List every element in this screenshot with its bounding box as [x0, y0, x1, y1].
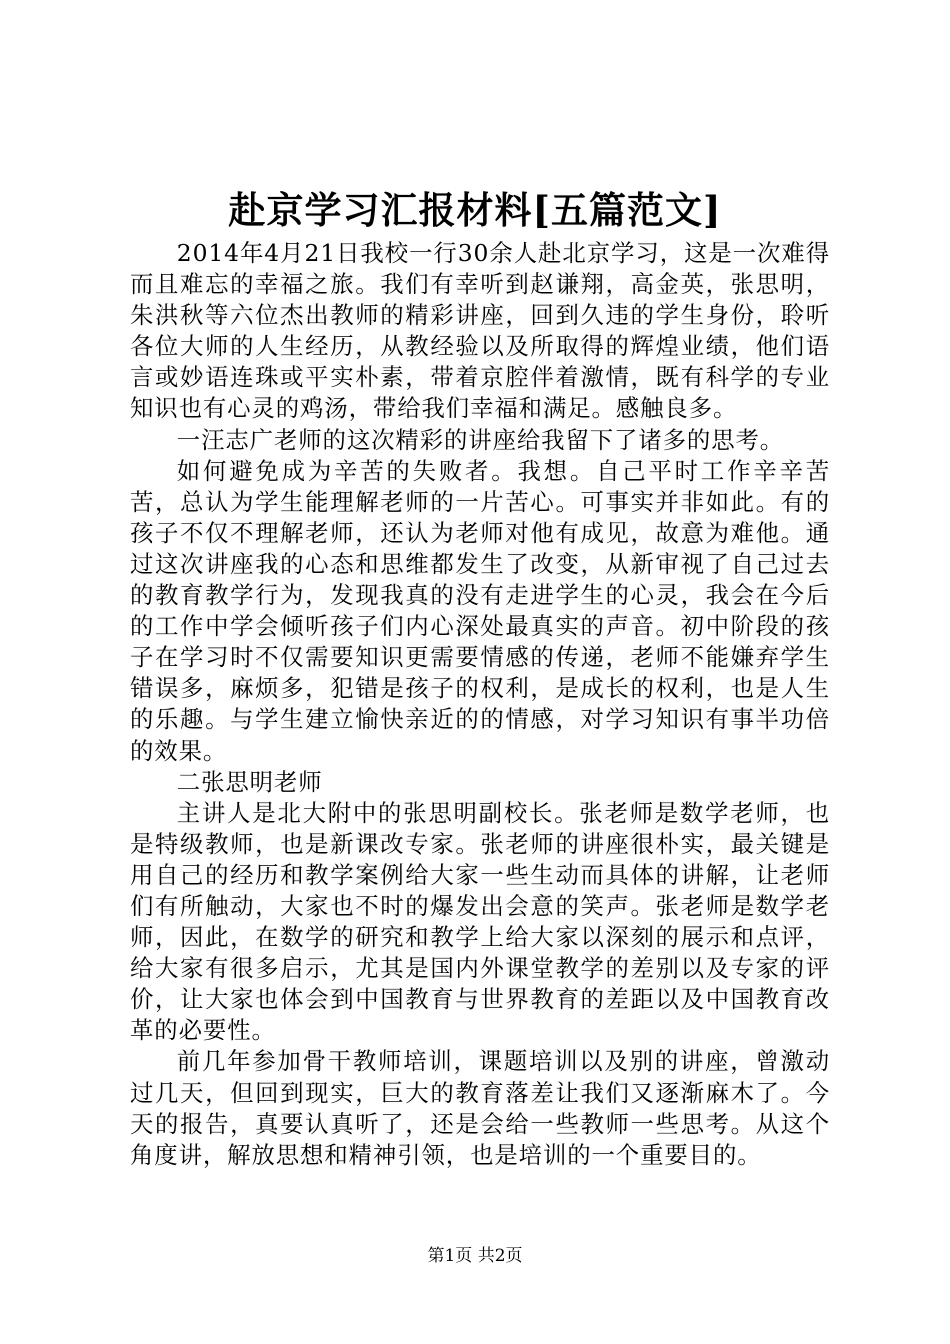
paragraph: 一汪志广老师的这次精彩的讲座给我留下了诸多的思考。: [176, 425, 785, 454]
paragraph: 主讲人是北大附中的张思明副校长。张老师是数学老师，也是特级教师，也是新课改专家。张老师的讲座很朴实，最关键是用自己的经历和教学案例给大家一些生动而具体的讲解，让老师们有所触动，大家也不时的爆发出会意的笑声。张老师是数学老师，因此，在数学的研究和教学上给大家以深刻的展示和点评，给大家有很多启示，尤其是国内外课堂教学的差别以及专家的评价，让大家也体会到中国教育与世界教育的差距以及中国教育改革的必要性。: [130, 798, 830, 1045]
page-number-footer: 第1页 共2页: [427, 1246, 523, 1266]
document-title: 赴京学习汇报材料[五篇范文]: [228, 188, 722, 232]
paragraph: 前几年参加骨干教师培训，课题培训以及别的讲座，曾激动过几天，但回到现实，巨大的教育落差让我们又逐渐麻木了。今天的报告，真要认真听了，还是会给一些教师一些思考。从这个角度讲，解放思想和精神引领，也是培训的一个重要目的。: [130, 1047, 830, 1169]
paragraph: 2014年4月21日我校一行30余人赴北京学习，这是一次难得而且难忘的幸福之旅。我们有幸听到赵谦翔，高金英，张思明，朱洪秋等六位杰出教师的精彩讲座，回到久违的学生身份，聆听各位大师的人生经历，从教经验以及所取得的辉煌业绩，他们语言或妙语连珠或平实朴素，带着京腔伴着激情，既有科学的专业知识也有心灵的鸡汤，带给我们幸福和满足。感触良多。: [130, 239, 830, 423]
document-body: [130, 238, 830, 1171]
section-heading: 二张思明老师: [176, 767, 323, 796]
paragraph: 如何避免成为辛苦的失败者。我想。自己平时工作辛辛苦苦，总认为学生能理解老师的一片苦心。可事实并非如此。有的孩子不仅不理解老师，还认为老师对他有成见，故意为难他。通过这次讲座我的心态和思维都发生了改变，从新审视了自己过去的教育教学行为，发现我真的没有走进学生的心灵，我会在今后的工作中学会倾听孩子们内心深处最真实的声音。初中阶段的孩子在学习时不仅需要知识更需要情感的传递，老师不能嫌弃学生错误多，麻烦多，犯错是孩子的权利，是成长的权利，也是人生的乐趣。与学生建立愉快亲近的的情感，对学习知识有事半功倍的效果。: [130, 456, 830, 765]
